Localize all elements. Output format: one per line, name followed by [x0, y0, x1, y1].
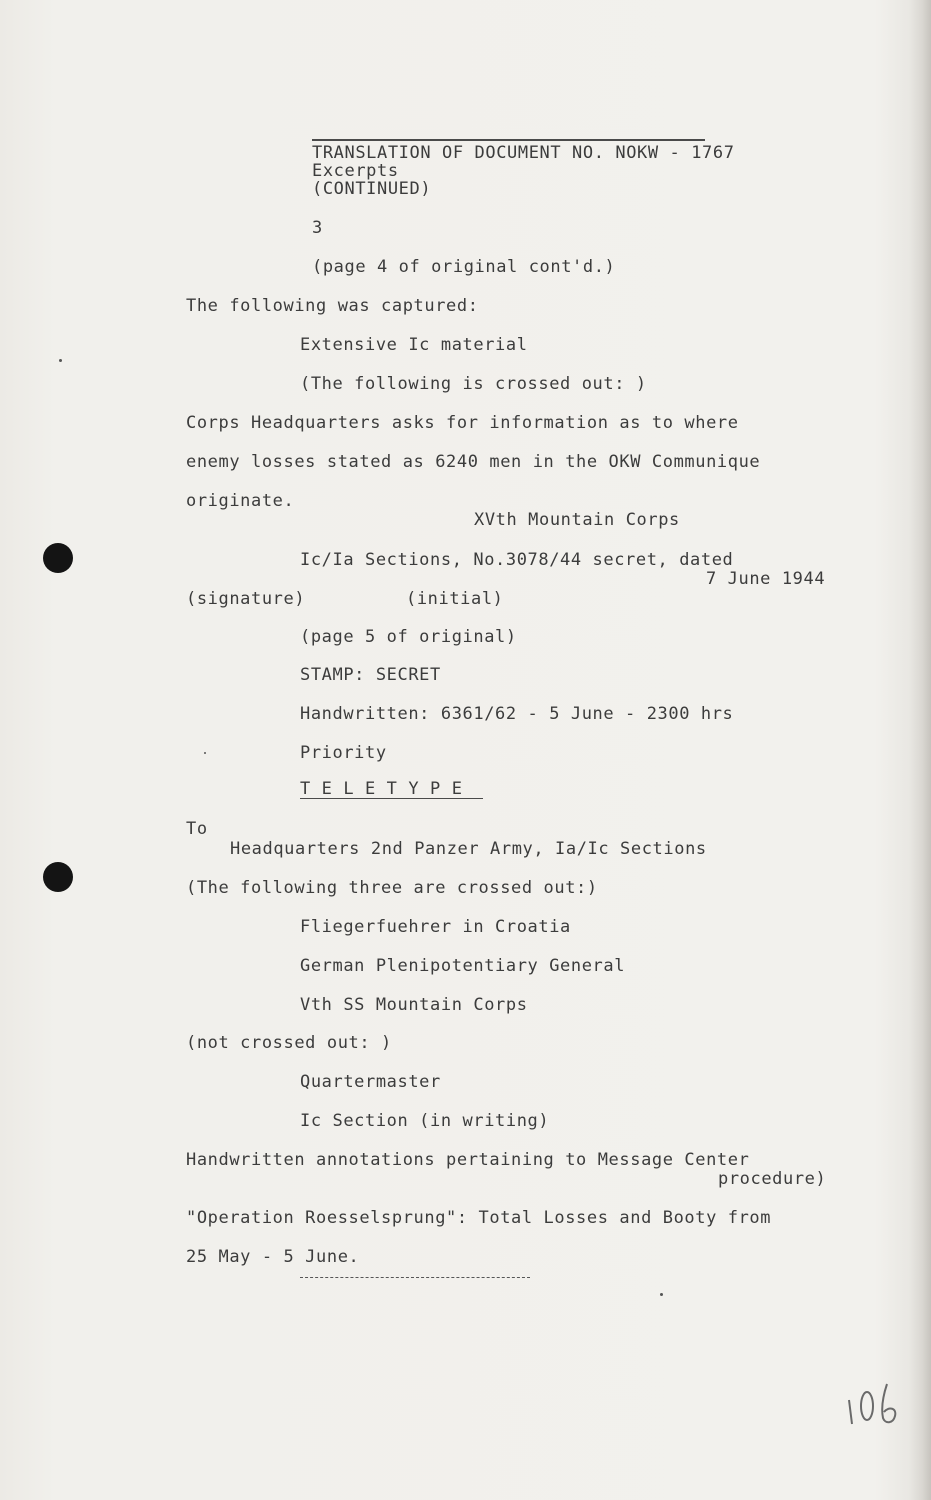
document-title: TRANSLATION OF DOCUMENT NO. NOKW - 1767 — [312, 143, 735, 163]
handwritten-annotations-line-2: procedure) — [718, 1169, 827, 1189]
page4-note: (page 4 of original cont'd.) — [312, 257, 616, 277]
paper-speck — [204, 752, 206, 754]
header-rule — [312, 139, 705, 141]
corps-paragraph-line-3: originate. — [186, 491, 295, 511]
not-crossed-recipient: Ic Section (in writing) — [300, 1111, 550, 1131]
operation-line-2: 25 May - 5 June. — [186, 1247, 360, 1267]
sender: XVth Mountain Corps — [474, 510, 680, 530]
crossed-three-note: (The following three are crossed out:) — [186, 878, 598, 898]
not-crossed-note: (not crossed out: ) — [186, 1033, 392, 1053]
teletype-underline — [300, 798, 483, 799]
to-recipient: Headquarters 2nd Panzer Army, Ia/Ic Sections — [230, 839, 707, 859]
continued-label: (CONTINUED) — [312, 179, 432, 199]
signature: (signature) — [186, 589, 306, 609]
handwritten-ref: Handwritten: 6361/62 - 5 June - 2300 hrs — [300, 704, 734, 724]
not-crossed-recipient: Quartermaster — [300, 1072, 441, 1092]
page-number: 3 — [312, 218, 323, 238]
excerpts-label: Excerpts — [312, 161, 399, 181]
paper-speck — [59, 359, 62, 362]
punch-hole — [43, 862, 73, 892]
crossed-recipient: German Plenipotentiary General — [300, 956, 626, 976]
priority: Priority — [300, 743, 387, 763]
crossed-out-note: (The following is crossed out: ) — [300, 374, 647, 394]
operation-line-1: "Operation Roesselsprung": Total Losses and Booty from — [186, 1208, 772, 1228]
corps-paragraph-line-2: enemy losses stated as 6240 men in the OKW Communique — [186, 452, 761, 472]
handwritten-page-number — [843, 1378, 903, 1428]
page-edge-shadow — [909, 0, 931, 1500]
stamp: STAMP: SECRET — [300, 665, 441, 685]
handwritten-annotations-line-1: Handwritten annotations pertaining to Message Center — [186, 1150, 750, 1170]
teletype-heading: T E L E T Y P E — [300, 779, 463, 799]
end-rule — [300, 1277, 530, 1278]
paper-speck — [660, 1293, 663, 1296]
page5-note: (page 5 of original) — [300, 627, 517, 647]
initial: (initial) — [406, 589, 504, 609]
reference: Ic/Ia Sections, No.3078/44 secret, dated — [300, 550, 734, 570]
to-label: To — [186, 819, 208, 839]
captured-item: Extensive Ic material — [300, 335, 528, 355]
reference-date: 7 June 1944 — [706, 569, 826, 589]
crossed-recipient: Fliegerfuehrer in Croatia — [300, 917, 571, 937]
punch-hole — [43, 543, 73, 573]
captured-intro: The following was captured: — [186, 296, 479, 316]
corps-paragraph-line-1: Corps Headquarters asks for information as to where — [186, 413, 739, 433]
crossed-recipient: Vth SS Mountain Corps — [300, 995, 528, 1015]
